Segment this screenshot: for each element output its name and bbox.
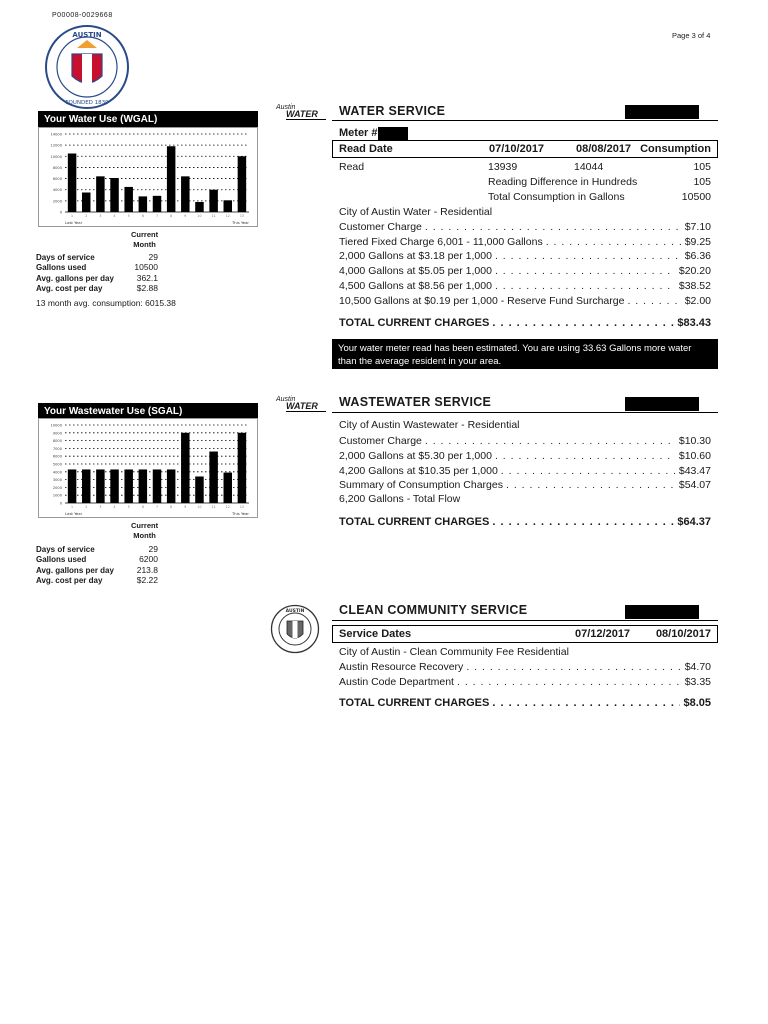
svg-text:FOUNDED 1839: FOUNDED 1839 [65, 100, 109, 106]
water-stat-value: 29 [148, 252, 158, 262]
y-tick-label: 0 [59, 210, 62, 215]
usage-bar [68, 469, 76, 503]
svg-text:AUSTIN: AUSTIN [285, 609, 305, 614]
usage-bar [124, 187, 132, 212]
total-amount: $8.05 [683, 697, 711, 709]
y-tick-label: 3000 [52, 478, 62, 483]
usage-bar [195, 476, 203, 503]
austin-water-logo [276, 104, 326, 130]
x-tick-label: 9 [184, 505, 187, 509]
water-stat-label: Avg. gallons per day [36, 274, 114, 283]
water-section-label: City of Austin Water - Residential [339, 206, 493, 218]
charge-line [339, 236, 711, 248]
redacted-account-number [625, 397, 699, 411]
x-tick-label: 13 [239, 505, 244, 509]
wastewater-chart-plot [39, 419, 257, 517]
usage-bar [181, 176, 189, 212]
usage-bar [209, 190, 217, 212]
usage-bar [110, 469, 118, 503]
charge-amount: $54.07 [678, 479, 711, 491]
wastewater-stat-value: 6200 [139, 554, 158, 564]
charge-amount: $43.47 [678, 465, 711, 477]
clean-community-total-charges [339, 697, 711, 709]
x-tick-label: 9 [184, 214, 187, 218]
read-consumption-value: 105 [693, 161, 711, 173]
water-avg-consumption-note: 13 month avg. consumption: 6015.38 [36, 298, 176, 308]
chart-footer-right: This Year [231, 220, 249, 225]
x-tick-label: 5 [127, 214, 130, 218]
charge-amount: $6.36 [684, 250, 711, 262]
clean-community-title: CLEAN COMMUNITY SERVICE [339, 603, 528, 617]
water-logo-big-text: WATER [286, 109, 326, 120]
consumption-header: Consumption [640, 143, 711, 155]
charge-line [339, 465, 711, 477]
water-chart-title: Your Water Use (WGAL) [38, 111, 258, 128]
y-tick-label: 12000 [50, 143, 62, 148]
x-tick-label: 2 [85, 505, 88, 509]
service-date-end: 08/10/2017 [655, 628, 711, 640]
x-tick-label: 8 [170, 214, 173, 218]
charge-label: 2,000 Gallons at $5.30 per 1,000 [339, 450, 492, 462]
total-flow-label: 6,200 Gallons - Total Flow [339, 493, 461, 505]
y-tick-label: 9000 [52, 431, 62, 436]
service-dates-header [332, 625, 718, 643]
water-stat-value: $2.88 [136, 283, 158, 293]
x-tick-label: 1 [71, 505, 74, 509]
usage-bar [195, 202, 203, 212]
water-usage-chart [38, 127, 258, 227]
charge-line [339, 265, 711, 277]
x-tick-label: 8 [170, 505, 173, 509]
wastewater-usage-chart [38, 418, 258, 518]
y-tick-label: 2000 [52, 485, 62, 490]
charge-line [339, 435, 711, 447]
y-tick-label: 2000 [52, 199, 62, 204]
charge-amount: $10.30 [678, 435, 711, 447]
y-tick-label: 0 [59, 501, 62, 506]
charge-amount: $10.60 [678, 450, 711, 462]
total-gallons-label: Total Consumption in Gallons [488, 191, 625, 203]
water-stat-value: 10500 [134, 262, 158, 272]
section-divider [332, 620, 718, 621]
x-tick-label: 7 [155, 214, 159, 218]
y-tick-label: 14000 [50, 132, 62, 137]
usage-bar [238, 156, 246, 212]
y-tick-label: 4000 [52, 470, 62, 475]
charge-label: Customer Charge [339, 221, 422, 233]
usage-bar [110, 178, 118, 212]
clean-community-section-label: City of Austin - Clean Community Fee Residential [339, 646, 569, 658]
y-tick-label: 8000 [52, 439, 62, 444]
x-tick-label: 6 [141, 505, 144, 509]
usage-bar [96, 469, 104, 503]
total-label: TOTAL CURRENT CHARGES [339, 516, 490, 528]
charge-amount: $3.35 [684, 676, 711, 688]
service-date-start: 07/12/2017 [575, 628, 631, 640]
redacted-account-number [625, 105, 699, 119]
charge-line [339, 676, 711, 688]
wastewater-stat-value: 29 [148, 544, 158, 554]
charge-amount: $7.10 [684, 221, 711, 233]
x-tick-label: 6 [141, 214, 144, 218]
city-seal-logo [44, 24, 130, 110]
y-tick-label: 6000 [52, 454, 62, 459]
usage-bar [139, 469, 147, 503]
x-tick-label: 7 [155, 505, 159, 509]
charge-label: Customer Charge [339, 435, 422, 447]
wastewater-total-charges [339, 516, 711, 528]
wastewater-stat-label: Avg. gallons per day [36, 566, 114, 575]
wastewater-stat-value: 213.8 [136, 565, 158, 575]
water-stat-value: 362.1 [136, 273, 158, 283]
charge-line [339, 295, 711, 307]
usage-bar [96, 176, 104, 212]
charge-label: 4,200 Gallons at $10.35 per 1,000 [339, 465, 498, 477]
water-stat-label: Days of service [36, 253, 95, 262]
read-date-label: Read Date [339, 143, 393, 155]
charge-label: 2,000 Gallons at $3.18 per 1,000 [339, 250, 492, 262]
svg-text:AUSTIN: AUSTIN [72, 31, 102, 39]
water-current-month-label: Current Month [131, 230, 159, 249]
charge-label: Summary of Consumption Charges [339, 479, 503, 491]
usage-bar [224, 473, 232, 503]
water-chart-plot [39, 128, 257, 226]
estimated-read-notice: Your water meter read has been estimated. You are using 33.63 Gallons more water than the average resident in your area. [332, 339, 718, 369]
reading-difference-value: 105 [693, 176, 711, 188]
usage-bar [124, 469, 132, 503]
x-tick-label: 2 [85, 214, 88, 218]
reading-difference-label: Reading Difference in Hundreds [488, 176, 638, 188]
usage-bar [167, 146, 175, 212]
usage-bar [139, 196, 147, 212]
city-seal-small-logo [270, 604, 320, 654]
usage-bar [82, 193, 90, 213]
wastewater-section-label: City of Austin Wastewater - Residential [339, 419, 520, 431]
x-tick-label: 4 [113, 214, 116, 218]
x-tick-label: 10 [197, 505, 202, 509]
y-tick-label: 4000 [52, 188, 62, 193]
water-total-charges [339, 317, 711, 329]
section-divider [332, 120, 718, 121]
read-date-header [332, 140, 718, 158]
account-reference: P00008-0029668 [52, 12, 113, 19]
page-number: Page 3 of 4 [672, 31, 711, 40]
redacted-meter-number [378, 127, 408, 140]
total-label: TOTAL CURRENT CHARGES [339, 697, 490, 709]
charge-amount: $38.52 [678, 280, 711, 292]
usage-bar [238, 433, 246, 503]
usage-bar [224, 200, 232, 212]
meter-number-label: Meter # [339, 127, 378, 139]
charge-amount: $20.20 [678, 265, 711, 277]
service-dates-label: Service Dates [339, 628, 412, 640]
charge-amount: $2.00 [684, 295, 711, 307]
water-logo-small-text: Austin [276, 104, 296, 111]
wastewater-stat-label: Gallons used [36, 555, 87, 564]
total-amount: $64.37 [677, 516, 711, 528]
charge-amount: $9.25 [684, 236, 711, 248]
wastewater-stat-label: Avg. cost per day [36, 576, 103, 585]
usage-bar [153, 196, 161, 212]
x-tick-label: 1 [71, 214, 74, 218]
chart-footer-left: Last Year [65, 220, 83, 225]
charge-line [339, 250, 711, 262]
wastewater-chart-title: Your Wastewater Use (SGAL) [38, 403, 258, 420]
y-tick-label: 8000 [52, 165, 62, 170]
total-gallons-value: 10500 [681, 191, 711, 203]
total-label: TOTAL CURRENT CHARGES [339, 317, 490, 329]
charge-label: Austin Code Department [339, 676, 454, 688]
usage-bar [82, 469, 90, 503]
wastewater-stat-value: $2.22 [136, 575, 158, 585]
redacted-account-number [625, 605, 699, 619]
x-tick-label: 12 [225, 214, 230, 218]
charge-label: Austin Resource Recovery [339, 661, 464, 673]
water-logo-big-text: WATER [286, 401, 326, 412]
water-logo-small-text: Austin [276, 396, 296, 403]
read-end-value: 14044 [574, 161, 604, 173]
y-tick-label: 5000 [52, 462, 62, 467]
read-label: Read [339, 161, 365, 173]
austin-water-logo [276, 396, 326, 422]
y-tick-label: 10000 [50, 154, 62, 159]
x-tick-label: 5 [127, 505, 130, 509]
read-date-end: 08/08/2017 [576, 143, 632, 155]
usage-bar [68, 154, 76, 213]
y-tick-label: 6000 [52, 177, 62, 182]
y-tick-label: 1000 [52, 493, 62, 498]
x-tick-label: 11 [211, 505, 216, 509]
x-tick-label: 4 [113, 505, 116, 509]
x-tick-label: 3 [99, 214, 102, 218]
charge-line [339, 450, 711, 462]
chart-footer-right: This Year [231, 511, 249, 516]
charge-label: 4,000 Gallons at $5.05 per 1,000 [339, 265, 492, 277]
section-divider [332, 412, 718, 413]
x-tick-label: 11 [211, 214, 216, 218]
x-tick-label: 13 [239, 214, 244, 218]
charge-label: 4,500 Gallons at $8.56 per 1,000 [339, 280, 492, 292]
water-stat-label: Avg. cost per day [36, 284, 103, 293]
usage-bar [153, 469, 161, 503]
charge-amount: $4.70 [684, 661, 711, 673]
charge-label: Tiered Fixed Charge 6,001 - 11,000 Gallons [339, 236, 543, 248]
usage-bar [167, 469, 175, 503]
water-stat-label: Gallons used [36, 263, 87, 272]
total-amount: $83.43 [677, 317, 711, 329]
usage-bar [181, 433, 189, 503]
chart-footer-left: Last Year [65, 511, 83, 516]
water-service-title: WATER SERVICE [339, 104, 446, 118]
read-date-start: 07/10/2017 [489, 143, 545, 155]
y-tick-label: 10000 [50, 423, 62, 428]
charge-line [339, 479, 711, 491]
read-start-value: 13939 [488, 161, 518, 173]
charge-line [339, 280, 711, 292]
wastewater-current-month-label: Current Month [131, 521, 159, 540]
wastewater-service-title: WASTEWATER SERVICE [339, 395, 492, 409]
charge-line [339, 661, 711, 673]
charge-label: 10,500 Gallons at $0.19 per 1,000 - Reserve Fund Surcharge [339, 295, 625, 307]
charge-line [339, 221, 711, 233]
x-tick-label: 10 [197, 214, 202, 218]
x-tick-label: 3 [99, 505, 102, 509]
y-tick-label: 7000 [52, 446, 62, 451]
x-tick-label: 12 [225, 505, 230, 509]
usage-bar [209, 452, 217, 503]
wastewater-stat-label: Days of service [36, 545, 95, 554]
